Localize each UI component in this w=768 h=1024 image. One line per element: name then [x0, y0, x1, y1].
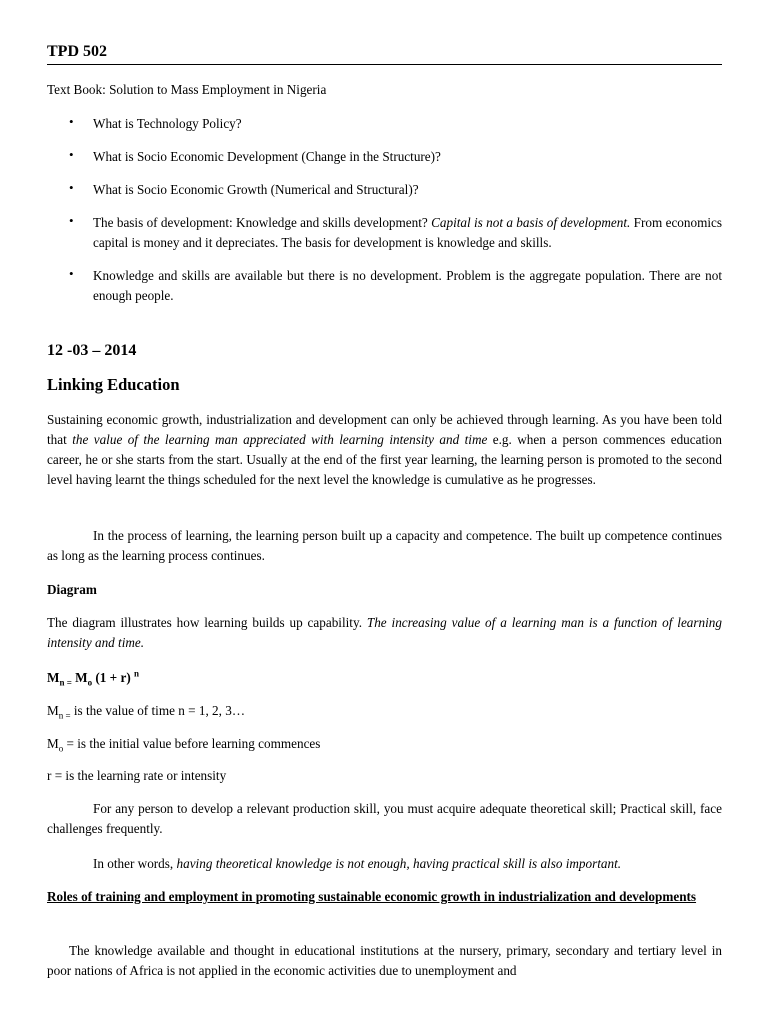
paragraph-production-skill: For any person to develop a relevant production skill, you must acquire adequate theoretical skill; Practical skill, face challenges frequently. [47, 801, 722, 836]
course-code-heading: TPD 502 [47, 41, 722, 65]
date-heading: 12 -03 – 2014 [47, 342, 137, 359]
definition-mn: $M_{n =}$ is the value of time n = 1, 2, 3… [47, 703, 246, 721]
paragraph-in-other-words: In other words, having theoretical knowledge is not enough, having practical skill is also important. [93, 856, 622, 871]
question-list [47, 114, 722, 319]
list-item: • What is Technology Policy? [69, 114, 242, 131]
definition-mo: $M_o$ = is the initial value before learning commences [47, 736, 321, 754]
bullet-icon: • [69, 147, 74, 162]
list-item: • Knowledge and skills are available but there is no development. Problem is the aggregate population. There are not enough people. [69, 266, 722, 303]
list-item: • The basis of development: Knowledge and skills development? Capital is not a basis of development. From economics capital is money and it depreciates. The basis for development is knowledge and skills. [69, 213, 722, 250]
list-item: • What is Socio Economic Development (Change in the Structure)? [69, 147, 441, 164]
paragraph-linking-education: Sustaining economic growth, industrialization and development can only be achieved through learning. As you have been told that the value of the learning man appreciated with learning intensity and time e.g. when a person commences education career, he or she starts from the start. Usually at the end of the first year learning, the learning person is promoted to the second level having learnt the things scheduled for the next level the knowledge is cumulative as he progresses. [47, 412, 722, 487]
paragraph-learning-process: In the process of learning, the learning person built up a capacity and competence. The built up competence continues as long as the learning process continues. [47, 528, 722, 563]
diagram-heading: Diagram [47, 582, 97, 597]
paragraph-knowledge-available: The knowledge available and thought in educational institutions at the nursery, primary, secondary and tertiary level in poor nations of Africa is not applied in the economic activities due to unemployment and [47, 943, 722, 978]
bullet-icon: • [69, 266, 74, 281]
section-title: Linking Education [47, 375, 180, 394]
roles-heading: Roles of training and employment in promoting sustainable economic growth in industrialization and developments [47, 889, 697, 904]
diagram-description: The diagram illustrates how learning builds up capability. The increasing value of a learning man is a function of learning intensity and time. [47, 615, 722, 650]
definition-r: r = is the learning rate or intensity [47, 768, 227, 783]
bullet-icon: • [69, 180, 74, 195]
formula: $M_{n =}$ $M_o$ (1 + r) $^n$ [47, 668, 140, 688]
textbook-line: Text Book: Solution to Mass Employment in Nigeria [47, 82, 327, 97]
list-item: • What is Socio Economic Growth (Numerical and Structural)? [69, 180, 419, 197]
bullet-icon: • [69, 114, 74, 129]
bullet-icon: • [69, 213, 74, 228]
